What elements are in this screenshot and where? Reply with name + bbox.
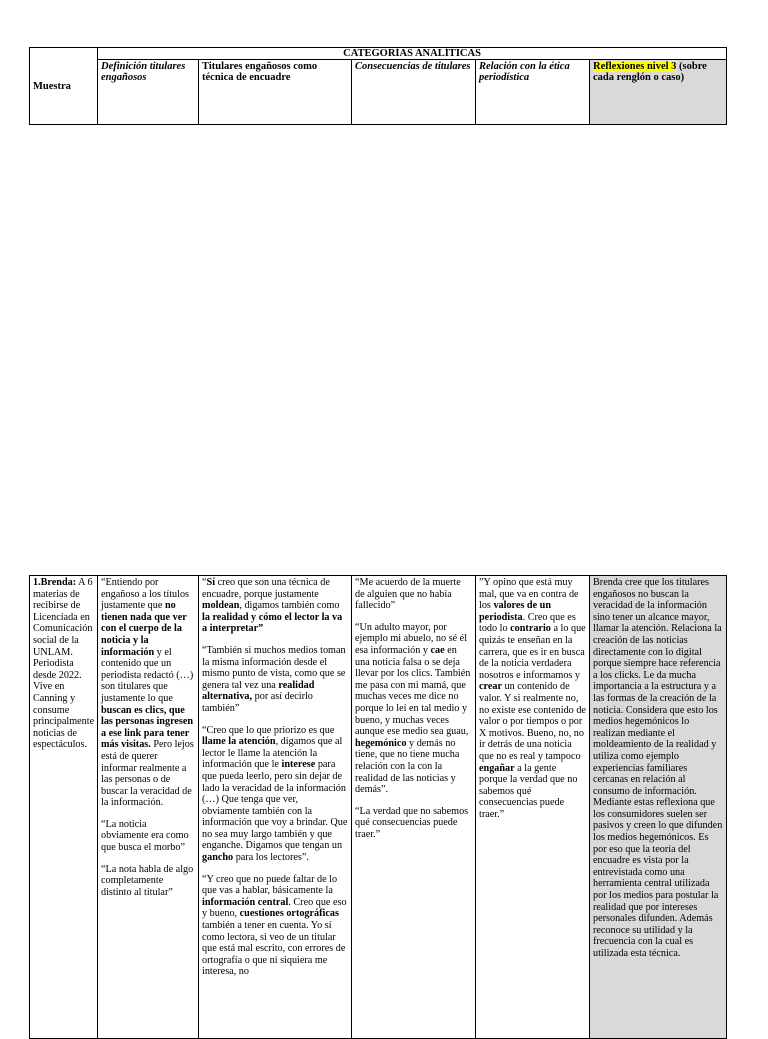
text-run: un contenido de valor. Y si realmente no, no existe ese contenido de valor o por tiempos o por X motivos. Bueno, no, no ir detrás de una noticia que no es real y tampoco	[479, 681, 586, 762]
header-consecuencias: Consecuencias de titulares	[352, 60, 476, 125]
encuadre-p1	[202, 577, 348, 635]
bold-run: crear	[479, 681, 502, 693]
bold-run: cuestiones ortográficas	[239, 908, 339, 920]
cell-definicion	[98, 576, 199, 1039]
bold-run: gancho	[202, 852, 234, 864]
bold-run: realidad alternativa,	[202, 679, 315, 703]
text-run: también a tener en cuenta. Yo sí como lectora, si veo de un titular que está mal escrito, con errores de ortografía o que ni siquiera me interesa, no	[202, 920, 346, 978]
text-run: a la gente porque la verdad que no sabemos qué consecuencias puede traer.”	[479, 762, 578, 820]
header-reflexiones-rest: (sobre cada renglón o caso)	[593, 61, 707, 83]
cell-muestra	[30, 576, 98, 1039]
cell-etica	[476, 576, 590, 1039]
definicion-p3: “La nota habla de algo completamente distinto al titular”	[101, 863, 194, 898]
header-definicion: Definición titulares engañosos	[98, 60, 199, 125]
text-run: . Creo que es todo lo	[479, 611, 576, 635]
muestra-name: 1.Brenda:	[33, 577, 77, 588]
bold-run: cae	[430, 644, 445, 656]
muestra-desc: A 6 materias de recibirse de Licenciada en Comunicación social de la UNLAM. Periodista desde 2022. Vive en Canning y consume principalmente noticias de espectáculos.	[33, 577, 95, 751]
header-table	[29, 47, 727, 125]
text-run: “Un adulto mayor, por ejemplo mi abuelo, no sé él esa información y	[355, 621, 468, 656]
table-row	[30, 576, 727, 1039]
text-run: “	[202, 577, 207, 588]
header-muestra: Muestra	[30, 48, 98, 125]
text-run: “Y creo que no puede faltar de lo que vas a hablar, básicamente la	[202, 873, 338, 897]
consecuencias-p1: “Me acuerdo de la muerte de alguien que no había fallecido”	[355, 577, 461, 612]
text-run: ”Y opino que está muy mal, que va en contra de los	[479, 577, 579, 612]
header-reflexiones-highlight: Reflexiones nivel 3	[593, 61, 677, 72]
text-run: a lo que quizás te enseñan en la carrera, que es ir en busca de la noticia verdadera nosotros e informamos y	[479, 623, 586, 681]
text-run: en una noticia falsa o se deja llevar por los clics. También me pasa con mi mamá, que muchas veces me dice no porque lo leí en tal medio y bueno, y muchas veces aunque ese medio sea guau,	[355, 644, 471, 738]
consecuencias-p3: “La verdad que no sabemos qué consecuencias puede traer.”	[355, 805, 469, 840]
bold-run: moldean	[202, 600, 240, 612]
bold-run: no tienen nada que ver con el cuerpo de la noticia y la información	[101, 600, 187, 658]
text-run: , digamos también como	[239, 600, 340, 612]
bold-run: engañar	[479, 762, 515, 774]
bold-run: Sí	[206, 577, 216, 588]
text-run: creo que son una técnica de encuadre, porque justamente	[202, 577, 330, 600]
text-run: “Creo que lo que priorizo es que	[202, 724, 335, 736]
definicion-p1	[101, 577, 195, 809]
encuadre-p2	[202, 645, 348, 715]
bold-run: información central	[202, 896, 289, 908]
header-reflexiones	[590, 60, 727, 125]
bold-run: buscan es clics, que las personas ingresen a ese link para tener más visitas.	[101, 704, 194, 751]
text-run: . Creo que eso y bueno,	[202, 896, 347, 920]
encuadre-p3	[202, 725, 348, 864]
encuadre-p4	[202, 874, 348, 978]
bold-run: interese	[281, 759, 316, 771]
bold-run: hegemónico	[355, 737, 407, 749]
cell-consecuencias	[352, 576, 476, 1039]
text-run: y demás no tiene, que no tiene mucha relación con la con la realidad de las noticias y demás”.	[355, 737, 460, 796]
bold-run: valores de un periodista	[479, 600, 551, 623]
text-run: “También si muchos medios toman la misma información desde el mismo punto de vista, como que se genera tal vez una	[202, 644, 346, 691]
etica-p1	[479, 577, 586, 820]
cell-encuadre	[199, 576, 352, 1039]
text-run: y el contenido que un periodista redactó (…) son titulares que justamente lo que	[101, 646, 194, 704]
text-run: , digamos que al lector le llame la atención la información que le	[202, 736, 343, 771]
bold-run: contrario	[510, 623, 551, 635]
text-run: para los lectores”.	[233, 852, 309, 864]
bold-run: llame la atención	[202, 736, 276, 748]
text-run: por así decirlo también”	[202, 691, 313, 714]
text-run: “Entiendo por engañoso a los títulos justamente que	[101, 577, 190, 612]
header-etica: Relación con la ética periodística	[476, 60, 590, 125]
text-run: para que pueda leerlo, pero sin dejar de lado la veracidad de la información (…) Que tenga que ver, obviamente también con la información que voy a brindar. Que no sea muy largo también y que enganche. Digamos que tengan un	[202, 759, 348, 852]
consecuencias-p2	[355, 622, 472, 796]
bold-run: la realidad y cómo el lector la va a interpretar”	[202, 611, 343, 635]
header-encuadre: Titulares engañosos como técnica de encuadre	[199, 60, 352, 125]
cell-reflexiones: Brenda cree que los titulares engañosos no buscan la veracidad de la información sino tener un alcance mayor, llamar la atención. Relaciona la creación de las noticias directamente con lo digital porque siempre hace referencia a los clicks. Le da mucha importancia a la estructura y a las formas de la creación de la noticia. Considera que esto los medios hegemónicos lo realizan mediante el moldeamiento de la realidad y utiliza como ejemplo experiencias familiares cercanas en relación al consumo de información. Mediante estas reflexiona que los consumidores suelen ser pasivos y creen lo que difunden los medios hegemónicos. Es por eso que la teoría del encuadre es vista por la entrevistada como una herramienta central utilizada por los medios para postular la realidad que por intereses personales difunden. Además reconoce su utilidad y la frecuencia con la cual es utilizada esta técnica.	[590, 576, 727, 1039]
definicion-p2: “La noticia obviamente era como que busca el morbo”	[101, 818, 189, 854]
header-categorias: CATEGORÍAS ANALÍTICAS	[98, 48, 727, 60]
text-run: Pero lejos está de querer informar realmente a las personas o de buscar la veracidad de la información.	[101, 739, 194, 809]
body-table	[29, 575, 727, 1039]
